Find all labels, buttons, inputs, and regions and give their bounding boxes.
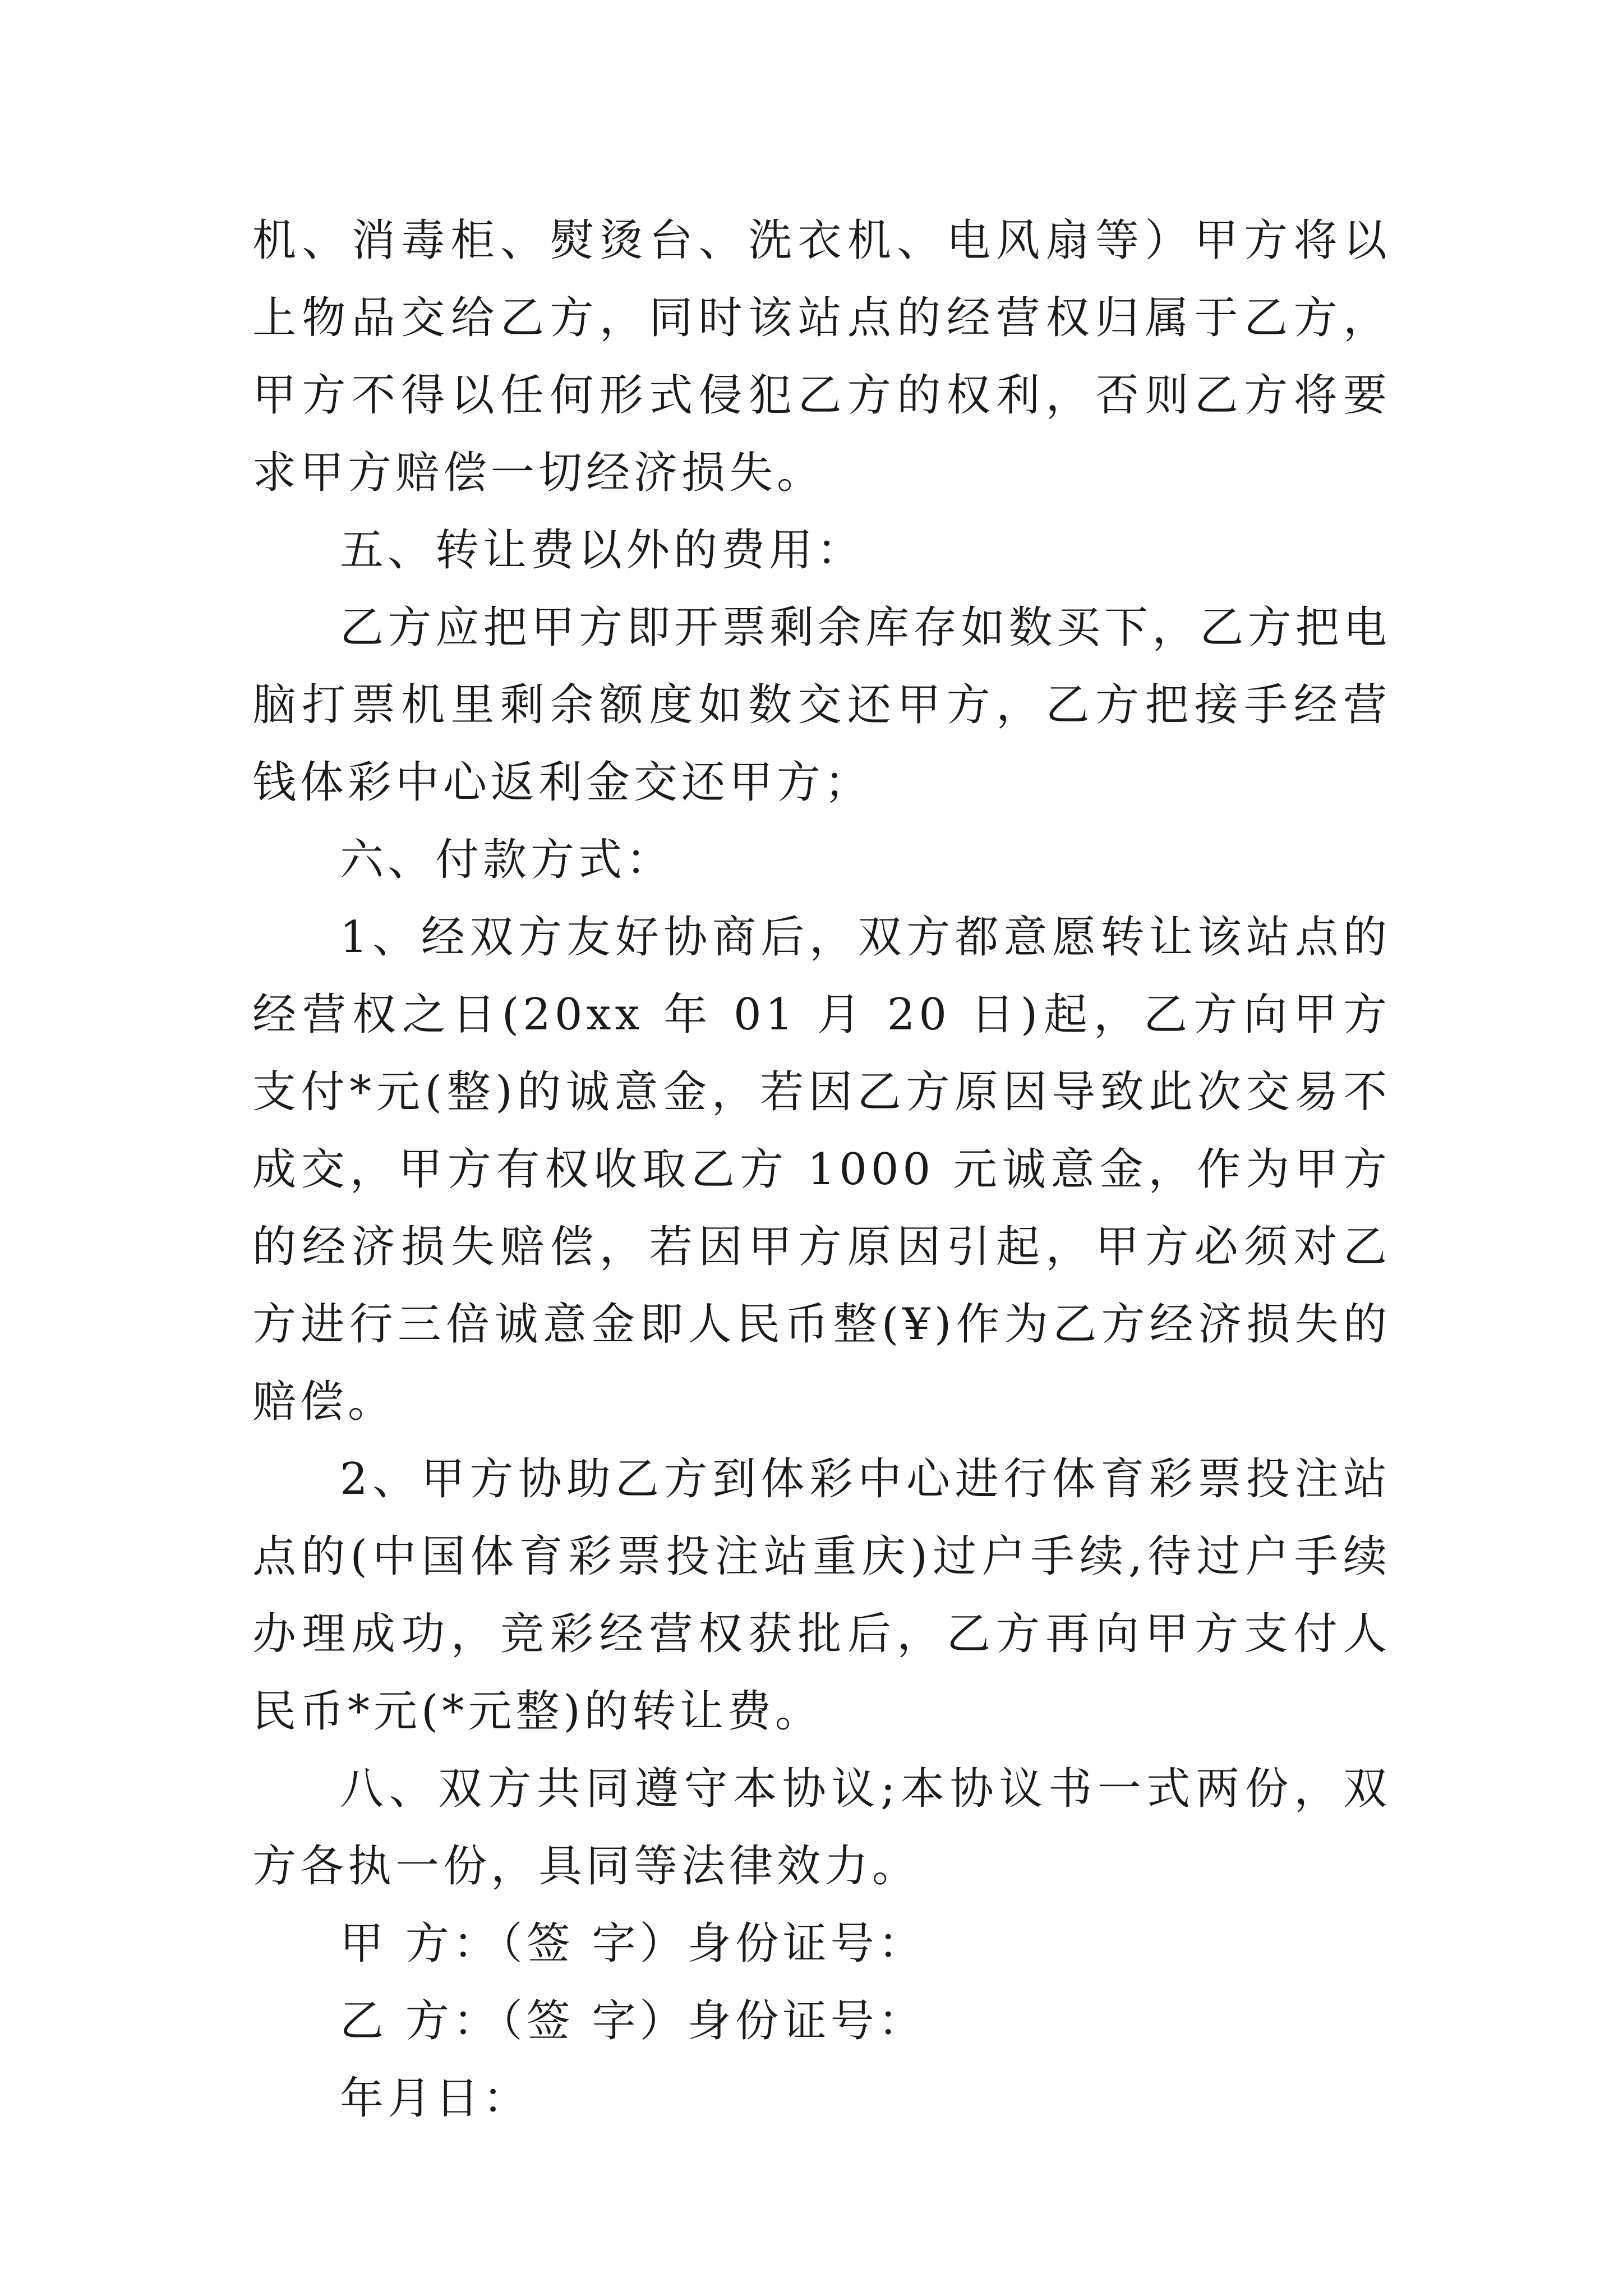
paragraph-payment-2: 2、甲方协助乙方到体彩中心进行体育彩票投注站点的(中国体育彩票投注站重庆)过户手续,待过户手续办理成功，竞彩经营权获批后，乙方再向甲方支付人民币*元(*元整)的转让费。 bbox=[252, 1454, 1391, 1737]
signature-party-a: 甲 方：（签 字）身份证号： bbox=[340, 1918, 926, 1969]
document-body bbox=[252, 202, 1391, 2137]
section-heading-payment: 六、付款方式： bbox=[340, 835, 674, 885]
signature-date: 年月日： bbox=[340, 2073, 531, 2124]
paragraph-other-fees: 乙方应把甲方即开票剩余库存如数买下，乙方把电脑打票机里剩余额度如数交还甲方，乙方把接手经营钱体彩中心返利金交还甲方； bbox=[252, 602, 1391, 808]
paragraph-items-continued: 机、消毒柜、熨烫台、洗衣机、电风扇等）甲方将以上物品交给乙方，同时该站点的经营权归属于乙方，甲方不得以任何形式侵犯乙方的权利，否则乙方将要求甲方赔偿一切经济损失。 bbox=[252, 215, 1391, 498]
signature-party-b: 乙 方：（签 字）身份证号： bbox=[340, 1996, 926, 2046]
section-heading-other-fees: 五、转让费以外的费用： bbox=[340, 525, 865, 576]
paragraph-payment-1: 1、经双方友好协商后，双方都意愿转让该站点的经营权之日(20xx 年 01 月 20 日)起，乙方向甲方支付*元(整)的诚意金，若因乙方原因导致此次交易不成交，甲方有权收取乙方 1000 元诚意金，作为甲方的经济损失赔偿，若因甲方原因引起，甲方必须对乙方进行三倍诚意金即人民币整(¥)作为乙方经济损失的赔偿。 bbox=[252, 912, 1391, 1427]
paragraph-agreement-terms: 八、双方共同遵守本协议;本协议书一式两份，双方各执一份，具同等法律效力。 bbox=[252, 1764, 1391, 1892]
